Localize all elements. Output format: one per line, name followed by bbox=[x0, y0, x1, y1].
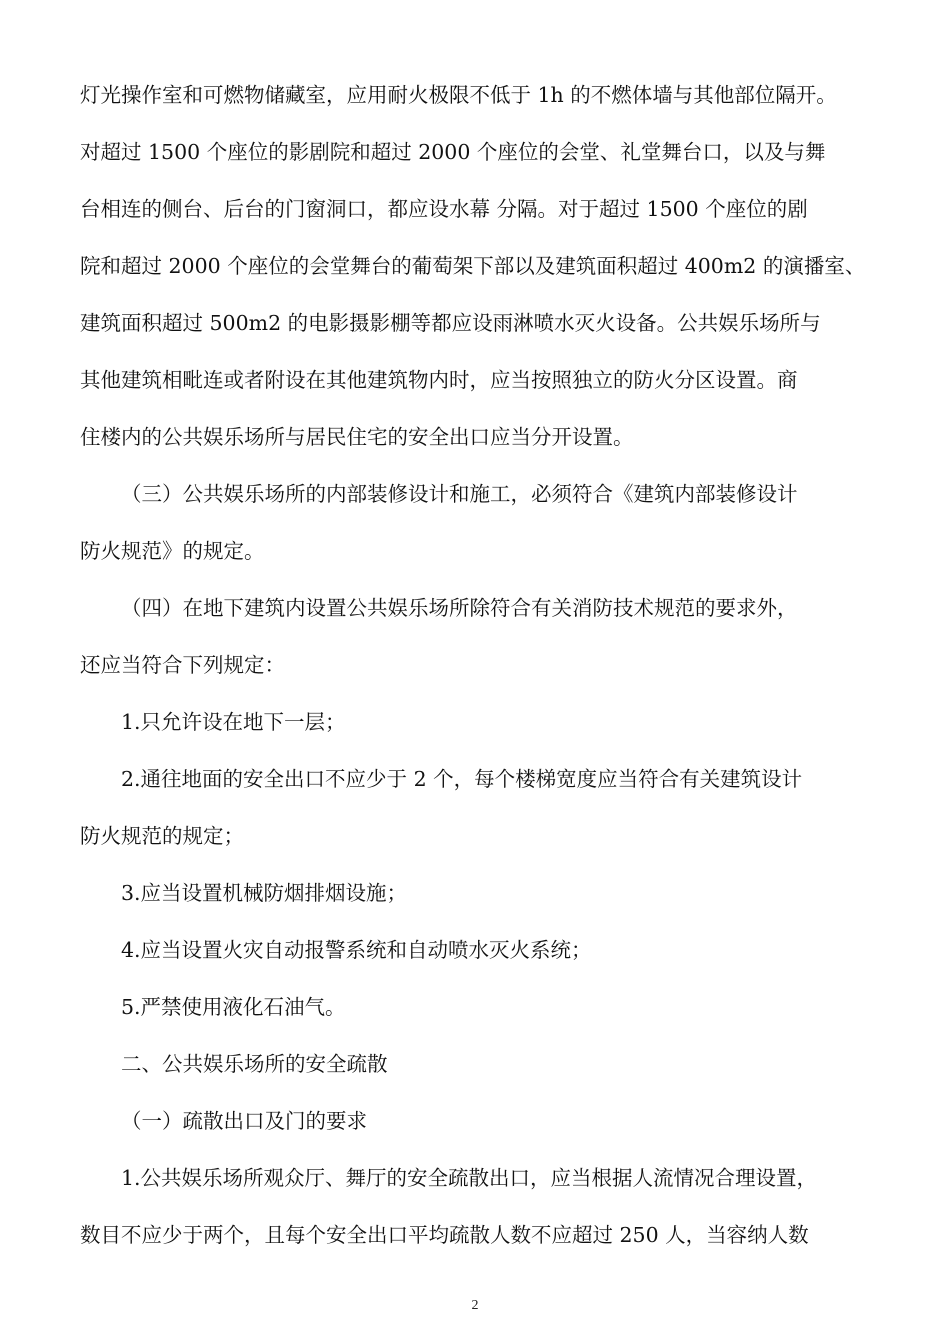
text-line: 数目不应少于两个，且每个安全出口平均疏散人数不应超过 250 人，当容纳人数 bbox=[80, 1223, 809, 1247]
list-item: 1.公共娱乐场所观众厅、舞厅的安全疏散出口，应当根据人流情况合理设置， bbox=[121, 1166, 818, 1190]
list-item: 1.只允许设在地下一层； bbox=[121, 710, 346, 734]
paragraph-start: （四）在地下建筑内设置公共娱乐场所除符合有关消防技术规范的要求外， bbox=[121, 596, 798, 620]
section-heading: 二、公共娱乐场所的安全疏散 bbox=[121, 1052, 388, 1076]
list-item: 2.通往地面的安全出口不应少于 2 个，每个楼梯宽度应当符合有关建筑设计 bbox=[121, 767, 803, 791]
text-line: 建筑面积超过 500m2 的电影摄影棚等都应设雨淋喷水灭火设备。公共娱乐场所与 bbox=[80, 311, 821, 335]
text-line: 还应当符合下列规定： bbox=[80, 653, 285, 677]
list-item: 5.严禁使用液化石油气。 bbox=[121, 995, 346, 1019]
text-line: 对超过 1500 个座位的影剧院和超过 2000 个座位的会堂、礼堂舞台口，以及与舞 bbox=[80, 140, 826, 164]
list-item: 4.应当设置火灾自动报警系统和自动喷水灭火系统； bbox=[121, 938, 592, 962]
paragraph-start: （三）公共娱乐场所的内部装修设计和施工，必须符合《建筑内部装修设计 bbox=[121, 482, 798, 506]
subsection-heading: （一）疏散出口及门的要求 bbox=[121, 1109, 367, 1133]
list-item: 3.应当设置机械防烟排烟设施； bbox=[121, 881, 408, 905]
text-line: 灯光操作室和可燃物储藏室，应用耐火极限不低于 1h 的不燃体墙与其他部位隔开。 bbox=[80, 83, 837, 107]
text-line: 其他建筑相毗连或者附设在其他建筑物内时，应当按照独立的防火分区设置。商 bbox=[80, 368, 798, 392]
text-line: 住楼内的公共娱乐场所与居民住宅的安全出口应当分开设置。 bbox=[80, 425, 634, 449]
page-number: 2 bbox=[471, 1298, 479, 1313]
text-line: 台相连的侧台、后台的门窗洞口，都应设水幕 分隔。对于超过 1500 个座位的剧 bbox=[80, 197, 808, 221]
text-line: 防火规范》的规定。 bbox=[80, 539, 265, 563]
text-line: 院和超过 2000 个座位的会堂舞台的葡萄架下部以及建筑面积超过 400m2 的演播室、 bbox=[80, 254, 866, 278]
text-line: 防火规范的规定； bbox=[80, 824, 244, 848]
